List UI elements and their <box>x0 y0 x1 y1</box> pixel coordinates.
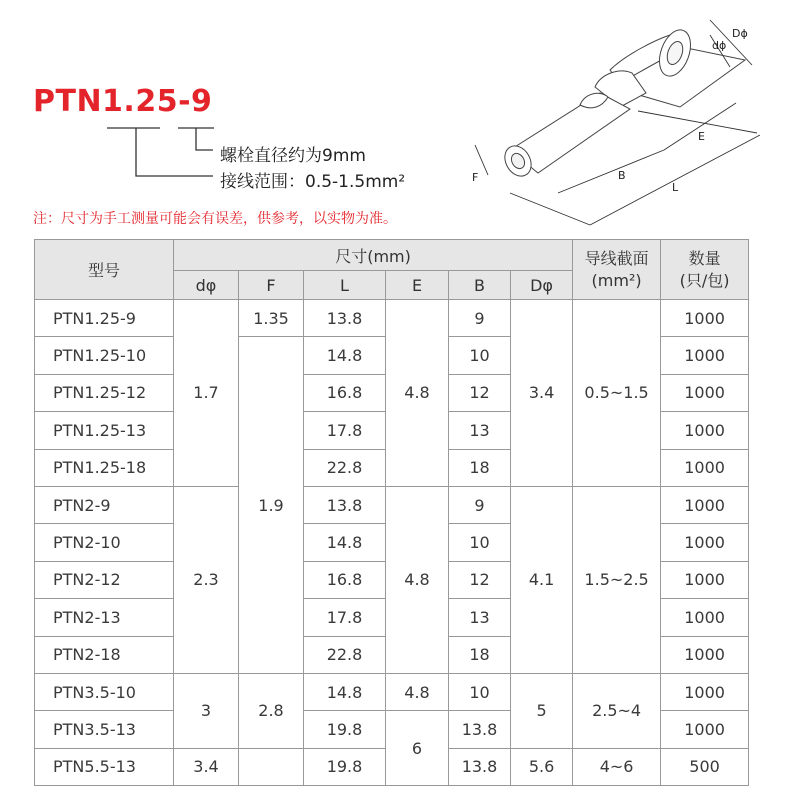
terminal-diagram <box>460 15 780 230</box>
table-row <box>35 300 749 337</box>
wire-cell: 0.5~1.5 <box>573 300 661 487</box>
wire-cell: 2.5~4 <box>573 673 661 748</box>
E-cell: 4.8 <box>386 486 449 673</box>
L-cell: 17.8 <box>304 412 386 449</box>
F-cell: 1.35 <box>239 300 304 337</box>
L-cell: 16.8 <box>304 374 386 411</box>
legend-connector-lines <box>0 0 230 200</box>
L-cell: 14.8 <box>304 673 386 710</box>
d-cell: 3.4 <box>174 748 239 785</box>
header-E: E <box>386 271 449 300</box>
L-cell: 22.8 <box>304 449 386 486</box>
qty-cell: 1000 <box>661 636 749 673</box>
spec-table <box>34 239 749 786</box>
model-cell: PTN1.25-12 <box>35 374 174 411</box>
model-cell: PTN3.5-10 <box>35 673 174 710</box>
B-cell: 13 <box>449 599 511 636</box>
model-cell: PTN1.25-18 <box>35 449 174 486</box>
D-cell: 5 <box>511 673 573 748</box>
L-cell: 19.8 <box>304 711 386 748</box>
header-D: Dφ <box>511 271 573 300</box>
diagram-label-d: dϕ <box>712 39 727 52</box>
header-F: F <box>239 271 304 300</box>
diagram-label-D: Dϕ <box>732 27 748 40</box>
B-cell: 9 <box>449 486 511 523</box>
model-cell: PTN5.5-13 <box>35 748 174 785</box>
qty-cell: 1000 <box>661 486 749 523</box>
E-cell: 4.8 <box>386 673 449 710</box>
L-cell: 19.8 <box>304 748 386 785</box>
legend-bolt-diameter: 螺栓直径约为9mm <box>220 146 366 166</box>
F-cell <box>239 748 304 785</box>
B-cell: 10 <box>449 524 511 561</box>
qty-cell: 1000 <box>661 711 749 748</box>
L-cell: 16.8 <box>304 561 386 598</box>
B-cell: 10 <box>449 673 511 710</box>
F-cell: 1.9 <box>239 337 304 674</box>
L-cell: 14.8 <box>304 337 386 374</box>
diagram-label-B: B <box>618 169 626 182</box>
qty-cell: 1000 <box>661 599 749 636</box>
header-wire-section: 导线截面 (mm²) <box>573 240 661 300</box>
D-cell: 3.4 <box>511 300 573 487</box>
L-cell: 14.8 <box>304 524 386 561</box>
qty-cell: 500 <box>661 748 749 785</box>
E-cell: 6 <box>386 711 449 786</box>
B-cell: 10 <box>449 337 511 374</box>
model-cell: PTN3.5-13 <box>35 711 174 748</box>
B-cell: 13 <box>449 412 511 449</box>
model-title: PTN1.25-9 <box>33 84 213 119</box>
model-cell: PTN2-10 <box>35 524 174 561</box>
table-row <box>35 673 749 710</box>
D-cell: 4.1 <box>511 486 573 673</box>
header-L: L <box>304 271 386 300</box>
header-B: B <box>449 271 511 300</box>
header-d: dφ <box>174 271 239 300</box>
qty-cell: 1000 <box>661 524 749 561</box>
B-cell: 18 <box>449 636 511 673</box>
L-cell: 17.8 <box>304 599 386 636</box>
legend-wire-range: 接线范围：0.5-1.5mm² <box>220 172 406 192</box>
model-cell: PTN2-13 <box>35 599 174 636</box>
header-model: 型号 <box>35 240 174 300</box>
qty-cell: 1000 <box>661 561 749 598</box>
table-row <box>35 486 749 523</box>
qty-cell: 1000 <box>661 412 749 449</box>
d-cell: 2.3 <box>174 486 239 673</box>
B-cell: 13.8 <box>449 711 511 748</box>
diagram-label-L: L <box>672 181 679 194</box>
wire-cell: 4~6 <box>573 748 661 785</box>
qty-cell: 1000 <box>661 449 749 486</box>
model-cell: PTN2-12 <box>35 561 174 598</box>
D-cell: 5.6 <box>511 748 573 785</box>
diagram-label-E: E <box>698 130 705 143</box>
qty-cell: 1000 <box>661 337 749 374</box>
d-cell: 3 <box>174 673 239 748</box>
B-cell: 9 <box>449 300 511 337</box>
B-cell: 18 <box>449 449 511 486</box>
model-cell: PTN2-9 <box>35 486 174 523</box>
d-cell: 1.7 <box>174 300 239 487</box>
E-cell: 4.8 <box>386 300 449 487</box>
model-cell: PTN1.25-10 <box>35 337 174 374</box>
L-cell: 13.8 <box>304 486 386 523</box>
qty-cell: 1000 <box>661 300 749 337</box>
qty-cell: 1000 <box>661 374 749 411</box>
wire-cell: 1.5~2.5 <box>573 486 661 673</box>
model-cell: PTN1.25-13 <box>35 412 174 449</box>
model-cell: PTN2-18 <box>35 636 174 673</box>
B-cell: 12 <box>449 561 511 598</box>
B-cell: 13.8 <box>449 748 511 785</box>
header-size: 尺寸(mm) <box>174 240 573 271</box>
disclaimer-note: 注：尺寸为手工测量可能会有误差，供参考，以实物为准。 <box>33 211 397 227</box>
F-cell: 2.8 <box>239 673 304 748</box>
diagram-label-F: F <box>472 171 479 184</box>
B-cell: 12 <box>449 374 511 411</box>
L-cell: 13.8 <box>304 300 386 337</box>
model-cell: PTN1.25-9 <box>35 300 174 337</box>
qty-cell: 1000 <box>661 673 749 710</box>
header-quantity: 数量 (只/包) <box>661 240 749 300</box>
L-cell: 22.8 <box>304 636 386 673</box>
